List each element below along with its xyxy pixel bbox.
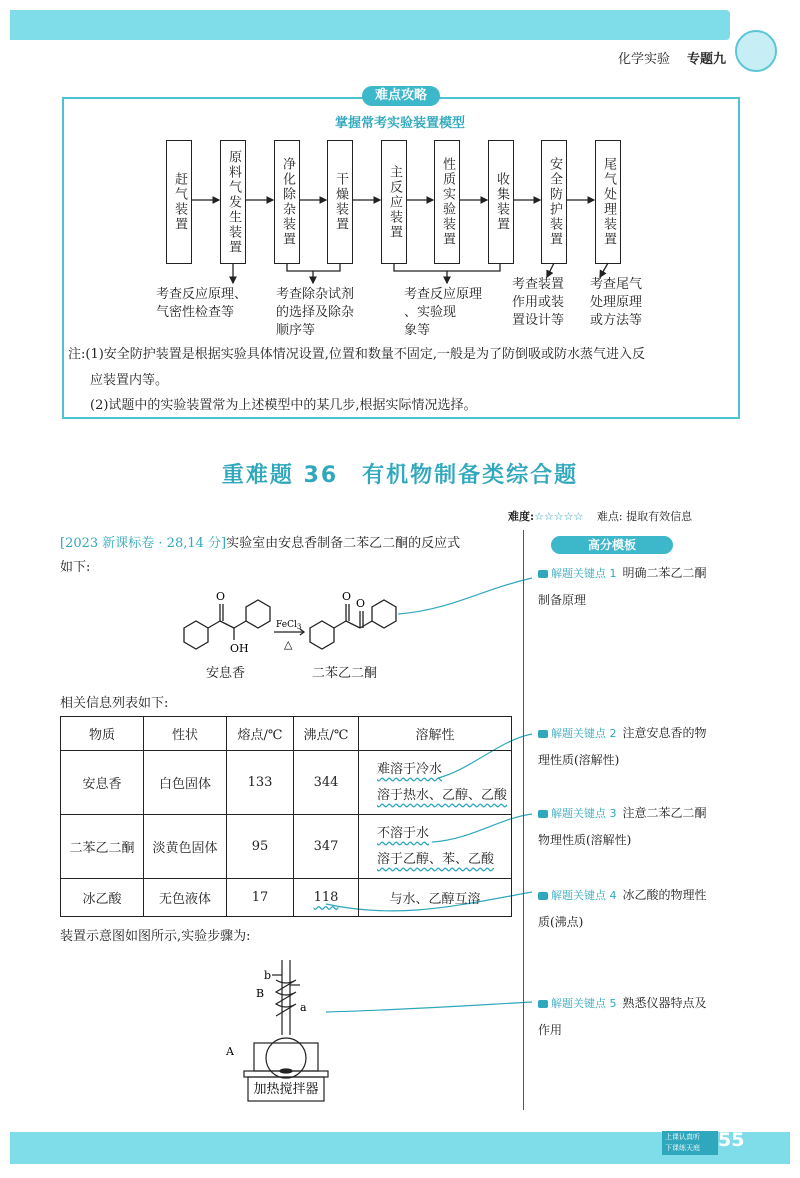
table-row — [61, 815, 512, 879]
table-header: 熔点/℃ — [227, 717, 294, 751]
flow-box-3: 净化除杂装置 — [274, 140, 300, 264]
heater-label: 加热搅拌器 — [253, 1082, 319, 1097]
flow-box-7: 收集装置 — [488, 140, 514, 264]
table-row — [61, 751, 512, 815]
template-tag: 高分模板 — [551, 536, 673, 554]
table-cell: 344 — [294, 751, 359, 815]
table-header: 溶解性 — [359, 717, 512, 751]
table-cell: 冰乙酸 — [61, 879, 144, 917]
flow-box-1: 赶气装置 — [166, 140, 192, 264]
apparatus-diagram — [220, 955, 340, 1105]
note-2: (2)试题中的实验装置常为上述模型中的某几步,根据实际情况选择。 — [90, 398, 477, 413]
key-point-3: 解题关键点 3 注意二苯乙二酮 物理性质(溶解性) — [538, 806, 707, 847]
apparatus-label-B: B — [256, 987, 265, 1000]
problem-intro: [2023 新课标卷 · 28,14 分]实验室由安息香制备二苯乙二酮的反应式 如下: — [60, 536, 461, 575]
table-cell: 安息香 — [61, 751, 144, 815]
flow-box-9: 尾气处理装置 — [595, 140, 621, 264]
reagent-label: FeCl$_3$ — [276, 620, 302, 631]
table-header-row — [61, 717, 512, 751]
difficulty-subtitle: 掌握常考实验装置模型 — [334, 116, 465, 131]
flow-box-2: 原料气发生装置 — [220, 140, 246, 264]
table-cell: 133 — [227, 751, 294, 815]
table-cell: 白色固体 — [144, 751, 227, 815]
flow-box-6: 性质实验装置 — [434, 140, 460, 264]
table-cell: 不溶于水 溶于乙醇、苯、乙酸 — [359, 815, 512, 879]
thumb-icon — [538, 570, 548, 578]
table-cell: 347 — [294, 815, 359, 879]
flow-box-8: 安全防护装置 — [541, 140, 567, 264]
thumb-icon — [538, 730, 548, 738]
table-row — [61, 879, 512, 917]
key-point-1: 解题关键点 1 明确二苯乙二酮 制备原理 — [538, 566, 707, 607]
annotation-2: 考查除杂试剂 的选择及除杂 顺序等 — [276, 287, 355, 338]
compound-name-2: 二苯乙二酮 — [312, 666, 378, 681]
difficulty-rating: 难度:☆☆☆☆☆ 难点: 提取有效信息 — [508, 510, 693, 523]
flow-box-5: 主反应装置 — [381, 140, 407, 264]
difficulty-tag: 难点攻略 — [362, 86, 440, 106]
problem-source: [2023 新课标卷 · 28,14 分] — [60, 536, 227, 551]
header-subject: 化学实验 — [618, 52, 671, 67]
annotation-5: 考查尾气 处理原理 或方法等 — [590, 277, 643, 328]
table-cell: 难溶于冷水 溶于热水、乙醇、乙酸 — [359, 751, 512, 815]
annotation-1: 考查反应原理、 气密性检查等 — [156, 287, 248, 320]
table-cell: 与水、乙醇互溶 — [359, 879, 512, 917]
note-1: 注:(1)安全防护装置是根据实验具体情况设置,位置和数量不固定,一般是为了防倒吸或防水蒸气进入反 应装置内等。 — [68, 347, 646, 388]
table-cell: 95 — [227, 815, 294, 879]
thumb-icon — [538, 810, 548, 818]
table-cell: 二苯乙二酮 — [61, 815, 144, 879]
apparatus-label-A: A — [226, 1045, 234, 1058]
compound-name-1: 安息香 — [206, 666, 246, 681]
annotation-4: 考查装置 作用或装 置设计等 — [512, 277, 565, 328]
stars-icon: ☆☆☆☆☆ — [534, 510, 584, 523]
key-point-4: 解题关键点 4 冰乙酸的物理性 质(沸点) — [538, 888, 707, 929]
table-header: 性状 — [144, 717, 227, 751]
table-cell: 无色液体 — [144, 879, 227, 917]
key-point-5: 解题关键点 5 熟悉仪器特点及 作用 — [538, 996, 707, 1037]
table-cell: 淡黄色固体 — [144, 815, 227, 879]
table-intro: 相关信息列表如下: — [60, 696, 169, 711]
flow-box-4: 干燥装置 — [327, 140, 353, 264]
key-point-2: 解题关键点 2 注意安息香的物 理性质(溶解性) — [538, 726, 707, 767]
oh-label: OH — [230, 642, 249, 655]
info-table — [60, 716, 512, 917]
page-number: 55 — [718, 1129, 745, 1151]
oxygen-label-3: O — [356, 597, 366, 610]
apparatus-label-b: b — [264, 969, 272, 982]
table-header: 物质 — [61, 717, 144, 751]
annotation-3: 考查反应原理 、实验现 象等 — [404, 287, 483, 338]
oxygen-label-2: O — [342, 590, 352, 603]
header-topic: 专题九 — [687, 52, 727, 67]
thumb-icon — [538, 1000, 548, 1008]
apparatus-label-a: a — [300, 1001, 307, 1014]
table-cell: 118 — [294, 879, 359, 917]
apparatus-intro: 装置示意图如图所示,实验步骤为: — [60, 929, 251, 944]
oxygen-label-1: O — [216, 590, 226, 603]
heat-symbol: △ — [284, 638, 293, 651]
problem-title: 重难题 36 有机物制备类综合题 — [221, 463, 579, 488]
thumb-icon — [538, 892, 548, 900]
table-header: 沸点/℃ — [294, 717, 359, 751]
table-cell: 17 — [227, 879, 294, 917]
column-divider — [523, 530, 524, 1110]
footer-slogan: 上课认真听 下课练天庭 — [662, 1127, 718, 1153]
